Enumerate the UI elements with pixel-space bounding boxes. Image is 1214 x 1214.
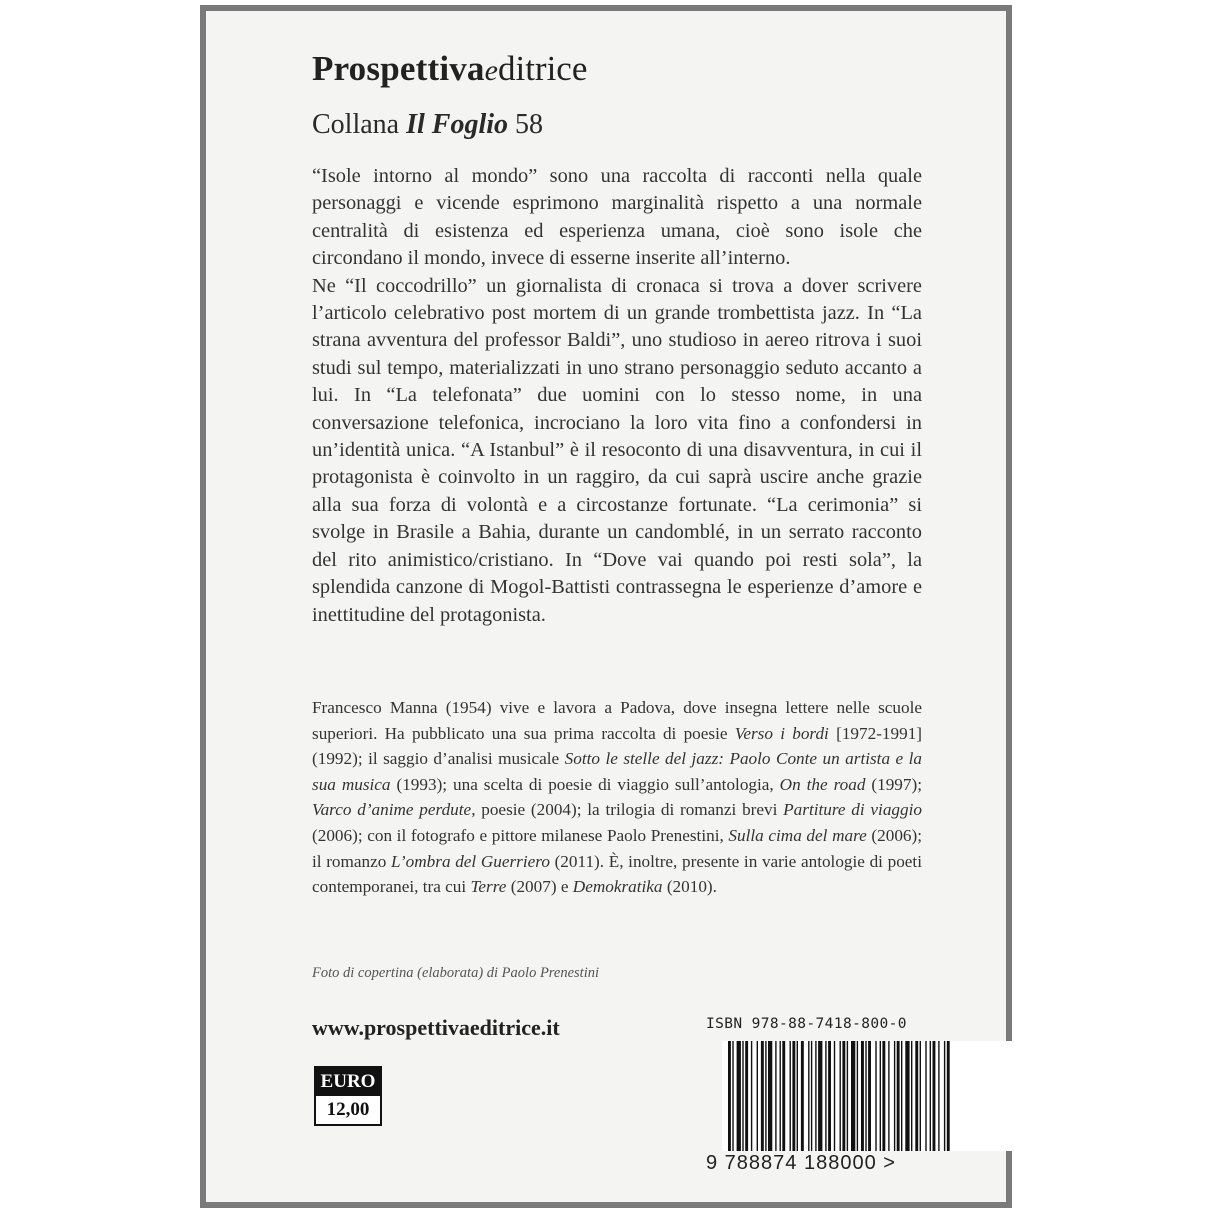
barcode-bar	[811, 1041, 812, 1151]
barcode-bar	[920, 1041, 921, 1151]
barcode-bar	[761, 1041, 764, 1151]
barcode-bar	[847, 1041, 848, 1151]
barcode-bar	[797, 1041, 798, 1151]
blurb-paragraph-2: Ne “Il coccodrillo” un giornalista di cronaca si trova a dover scrivere l’articolo celebrativo post mortem di un grande trombettista jazz. In “La strana avventura del professor Baldi”, uno studioso in aereo ritrova i suoi studi sul tempo, materializzati in uno strano personaggio seduto accanto a lui. In “La telefonata” due uomini con lo stesso nome, in una conversazione telefonica, incrociano la loro vita fino a confondersi in un’identità unica. “A Istanbul” è il resoconto di una disavventura, in cui il protagonista è coinvolto in un raggiro, da cui saprà uscire anche grazie alla sua forza di volontà e a circostanze fortunate. “La cerimonia” si svolge in Brasile a Bahia, durante un candomblé, in un serrato racconto del rito animistico/cristiano. In “Dove vai quando poi resti sola”, la splendida canzone di Mogol-Battisti contrassegna le esperienze d’amore e inettitudine del protagonista.	[312, 274, 922, 626]
barcode-bar	[765, 1041, 766, 1151]
author-bio	[312, 695, 922, 900]
barcode-bar	[801, 1041, 804, 1151]
barcode-icon	[722, 1041, 1012, 1151]
barcode-bar	[930, 1041, 931, 1151]
barcode-bar	[768, 1041, 772, 1151]
barcode-bar	[840, 1041, 841, 1151]
bio-title: Sulla cima del mare	[728, 825, 867, 845]
series-name: Il Foglio	[406, 109, 509, 140]
barcode-bar	[901, 1041, 902, 1151]
bio-text: (1993); una scelta di poesie di viaggio sull’antologia,	[390, 774, 780, 794]
barcode-bar	[775, 1041, 776, 1151]
barcode-bar	[757, 1041, 758, 1151]
bio-title: Partiture di viaggio	[783, 800, 922, 820]
bio-title: Verso i bordi	[734, 723, 829, 743]
bio-title: Terre	[470, 877, 507, 897]
barcode-bar	[728, 1041, 731, 1151]
barcode-bar	[737, 1041, 741, 1151]
bio-title: Demokratika	[572, 877, 663, 897]
barcode-bar	[938, 1041, 939, 1151]
price-box	[314, 1066, 382, 1126]
barcode-bar	[911, 1041, 912, 1151]
barcode-bar	[861, 1041, 864, 1151]
bio-title: L’ombra del Guerriero	[391, 851, 550, 871]
barcode-bar	[888, 1041, 889, 1151]
price-currency: EURO	[314, 1066, 382, 1096]
bio-text: Francesco Manna (1954) vive e lavora a Padova, dove insegna lettere nelle scuole superiori. Ha pubblicato una sua prima raccolta di poesie	[312, 698, 922, 743]
barcode-bar	[944, 1041, 945, 1151]
barcode-bar	[815, 1041, 816, 1151]
barcode-bar	[834, 1041, 835, 1151]
bio-text: (1997);	[865, 774, 922, 794]
barcode-bar	[875, 1041, 876, 1151]
book-blurb	[312, 163, 922, 629]
barcode-bar	[745, 1041, 748, 1151]
bio-text: (2010).	[662, 877, 717, 897]
series-number: 58	[515, 109, 544, 140]
price-amount: 12,00	[314, 1096, 382, 1126]
series-prefix: Collana	[312, 109, 400, 140]
barcode-bar	[868, 1041, 871, 1151]
barcode-bar	[851, 1041, 855, 1151]
barcode-bar	[905, 1041, 909, 1151]
bio-title: Sotto le stelle del jazz: Paolo Conte un artista e la sua musica	[312, 749, 922, 794]
publisher-website: www.prospettivaeditrice.it	[312, 1015, 560, 1040]
barcode-bar	[947, 1041, 950, 1151]
barcode-bar	[933, 1041, 936, 1151]
bio-title: On the road	[779, 774, 866, 794]
bio-text: (2007) e	[506, 877, 573, 897]
publisher-name-e: e	[484, 54, 498, 87]
publisher-name-bold: Prospettiva	[312, 49, 485, 88]
bio-text: (2006); il romanzo	[312, 825, 922, 871]
cover-photo-credit: Foto di copertina (elaborata) di Paolo Prenestini	[312, 965, 600, 981]
bio-text: (2006); con il fotografo e pittore milanese Paolo Prenestini,	[312, 825, 729, 845]
barcode-bar	[751, 1041, 752, 1151]
blurb-paragraph-1: “Isole intorno al mondo” sono una raccolta di racconti nella quale personaggi e vicende esprimono marginalità rispetto a una normale centralità di esistenza ed esperienza umana, cioè sono isole che circondano il mondo, invece di esserne inserite all’interno.	[312, 165, 922, 270]
book-back-cover	[200, 5, 1012, 1208]
isbn-label: ISBN 978-88-7418-800-0	[706, 1016, 907, 1032]
barcode-bar	[842, 1041, 845, 1151]
barcode-bar	[857, 1041, 858, 1151]
barcode-bar	[894, 1041, 895, 1151]
barcode-bar	[825, 1041, 826, 1151]
bio-text: , poesie (2004); la trilogia di romanzi brevi	[471, 800, 784, 820]
barcode-bar	[732, 1041, 733, 1151]
barcode-bar	[897, 1041, 900, 1151]
barcode-bar	[882, 1041, 885, 1151]
barcode-bar	[818, 1041, 822, 1151]
barcode-bar	[790, 1041, 791, 1151]
bio-title: Varco d’anime perdute	[312, 800, 472, 820]
publisher-name-rest: ditrice	[497, 49, 588, 88]
bio-text: [1972-1991] (1992); il saggio d’analisi musicale	[312, 723, 923, 769]
barcode-bar	[742, 1041, 743, 1151]
barcode-bar	[828, 1041, 831, 1151]
bio-text: (2011). È, inoltre, presente in varie antologie di poeti contemporanei, tra cui	[312, 851, 922, 897]
publisher-name	[312, 49, 587, 89]
barcode-bar	[808, 1041, 809, 1151]
barcode-digits: 9 788874 188000 >	[706, 1152, 896, 1174]
barcode-bar	[782, 1041, 785, 1151]
barcode-bar	[780, 1041, 781, 1151]
series-line	[312, 109, 543, 141]
barcode-bar	[915, 1041, 918, 1151]
barcode-bar	[925, 1041, 926, 1151]
barcode-bar	[792, 1041, 795, 1151]
barcode-bar	[865, 1041, 866, 1151]
barcode-bar	[880, 1041, 881, 1151]
